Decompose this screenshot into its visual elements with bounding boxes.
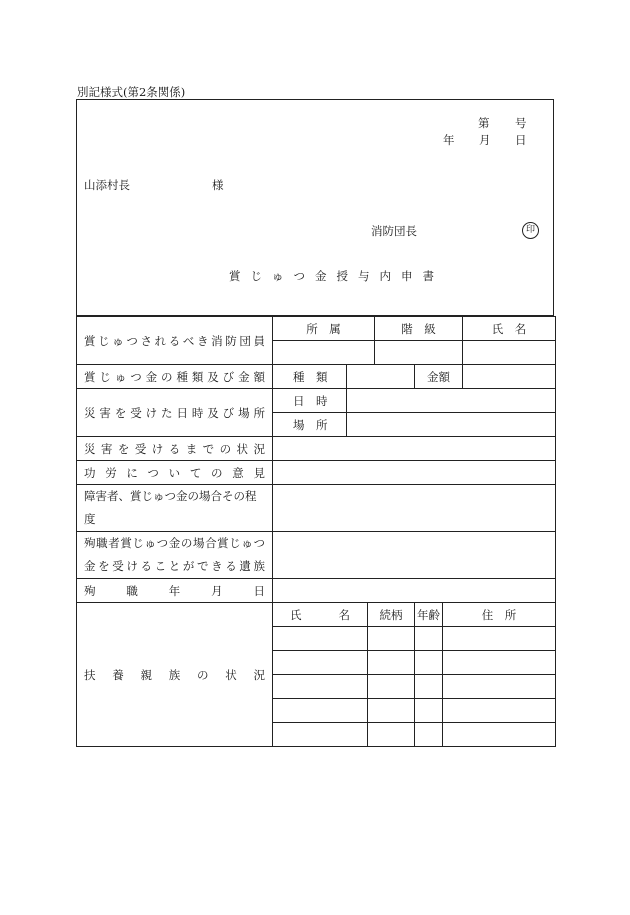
place-cell[interactable] <box>347 413 556 437</box>
number-go: 号 <box>515 116 527 130</box>
dep-address-cell[interactable] <box>443 723 556 747</box>
death-date-label: 殉職年月日 <box>77 579 273 603</box>
situation-label: 災害を受けるまでの状況 <box>77 437 273 461</box>
name-header: 氏 名 <box>463 317 556 341</box>
award-label: 賞じゅつ金の種類及び金額 <box>77 365 273 389</box>
amount-label: 金額 <box>415 365 463 389</box>
addressee: 山添村長 <box>84 178 130 192</box>
dep-age-cell[interactable] <box>415 699 443 723</box>
situation-cell[interactable] <box>273 437 556 461</box>
dep-age-cell[interactable] <box>415 675 443 699</box>
merit-label: 功労についての意見 <box>77 461 273 485</box>
place-label: 場 所 <box>273 413 347 437</box>
header-box <box>76 99 554 316</box>
dep-name-header: 氏 名 <box>273 603 368 627</box>
affiliation-header: 所 属 <box>273 317 375 341</box>
dep-age-header: 年齢 <box>415 603 443 627</box>
dep-age-cell[interactable] <box>415 627 443 651</box>
datetime-label: 日 時 <box>273 389 347 413</box>
kind-cell[interactable] <box>347 365 415 389</box>
dep-address-header: 住 所 <box>443 603 556 627</box>
dep-relation-cell[interactable] <box>368 699 415 723</box>
amount-cell[interactable] <box>463 365 556 389</box>
applicant: 消防団長 <box>371 224 417 238</box>
dep-age-cell[interactable] <box>415 651 443 675</box>
dep-relation-cell[interactable] <box>368 651 415 675</box>
rank-header: 階 級 <box>375 317 463 341</box>
dep-relation-cell[interactable] <box>368 675 415 699</box>
dep-relation-cell[interactable] <box>368 723 415 747</box>
bereaved-cell[interactable] <box>273 532 556 579</box>
dep-relation-header: 続柄 <box>368 603 415 627</box>
rank-cell[interactable] <box>375 341 463 365</box>
document-title: 賞じゅつ金授与内申書 <box>229 269 444 283</box>
dep-relation-cell[interactable] <box>368 627 415 651</box>
form-caption: 別記様式(第2条関係) <box>77 85 186 99</box>
addressee-honorific: 様 <box>212 178 224 192</box>
dep-name-cell[interactable] <box>273 723 368 747</box>
dep-name-cell[interactable] <box>273 699 368 723</box>
name-cell[interactable] <box>463 341 556 365</box>
dep-address-cell[interactable] <box>443 651 556 675</box>
disability-cell[interactable] <box>273 485 556 532</box>
seal-mark: 印 <box>522 222 539 239</box>
kind-label: 種 類 <box>273 365 347 389</box>
date-day: 日 <box>515 133 527 147</box>
dep-address-cell[interactable] <box>443 699 556 723</box>
datetime-cell[interactable] <box>347 389 556 413</box>
date-year: 年 <box>443 133 455 147</box>
number-dai: 第 <box>478 116 490 130</box>
disaster-label: 災害を受けた日時及び場所 <box>77 389 273 437</box>
application-table <box>76 316 556 747</box>
bereaved-label: 殉職者賞じゅつ金の場合賞じゅつ金を受けることができる遺族 <box>77 532 273 579</box>
dependents-label: 扶養親族の状況 <box>77 603 273 747</box>
recipient-label: 賞じゅつされるべき消防団員 <box>77 317 273 365</box>
date-month: 月 <box>479 133 491 147</box>
merit-cell[interactable] <box>273 461 556 485</box>
affiliation-cell[interactable] <box>273 341 375 365</box>
dep-name-cell[interactable] <box>273 627 368 651</box>
death-date-cell[interactable] <box>273 579 556 603</box>
dep-address-cell[interactable] <box>443 675 556 699</box>
dep-age-cell[interactable] <box>415 723 443 747</box>
dep-address-cell[interactable] <box>443 627 556 651</box>
disability-label: 障害者、賞じゅつ金の場合その程度 <box>77 485 273 532</box>
dep-name-cell[interactable] <box>273 651 368 675</box>
dep-name-cell[interactable] <box>273 675 368 699</box>
